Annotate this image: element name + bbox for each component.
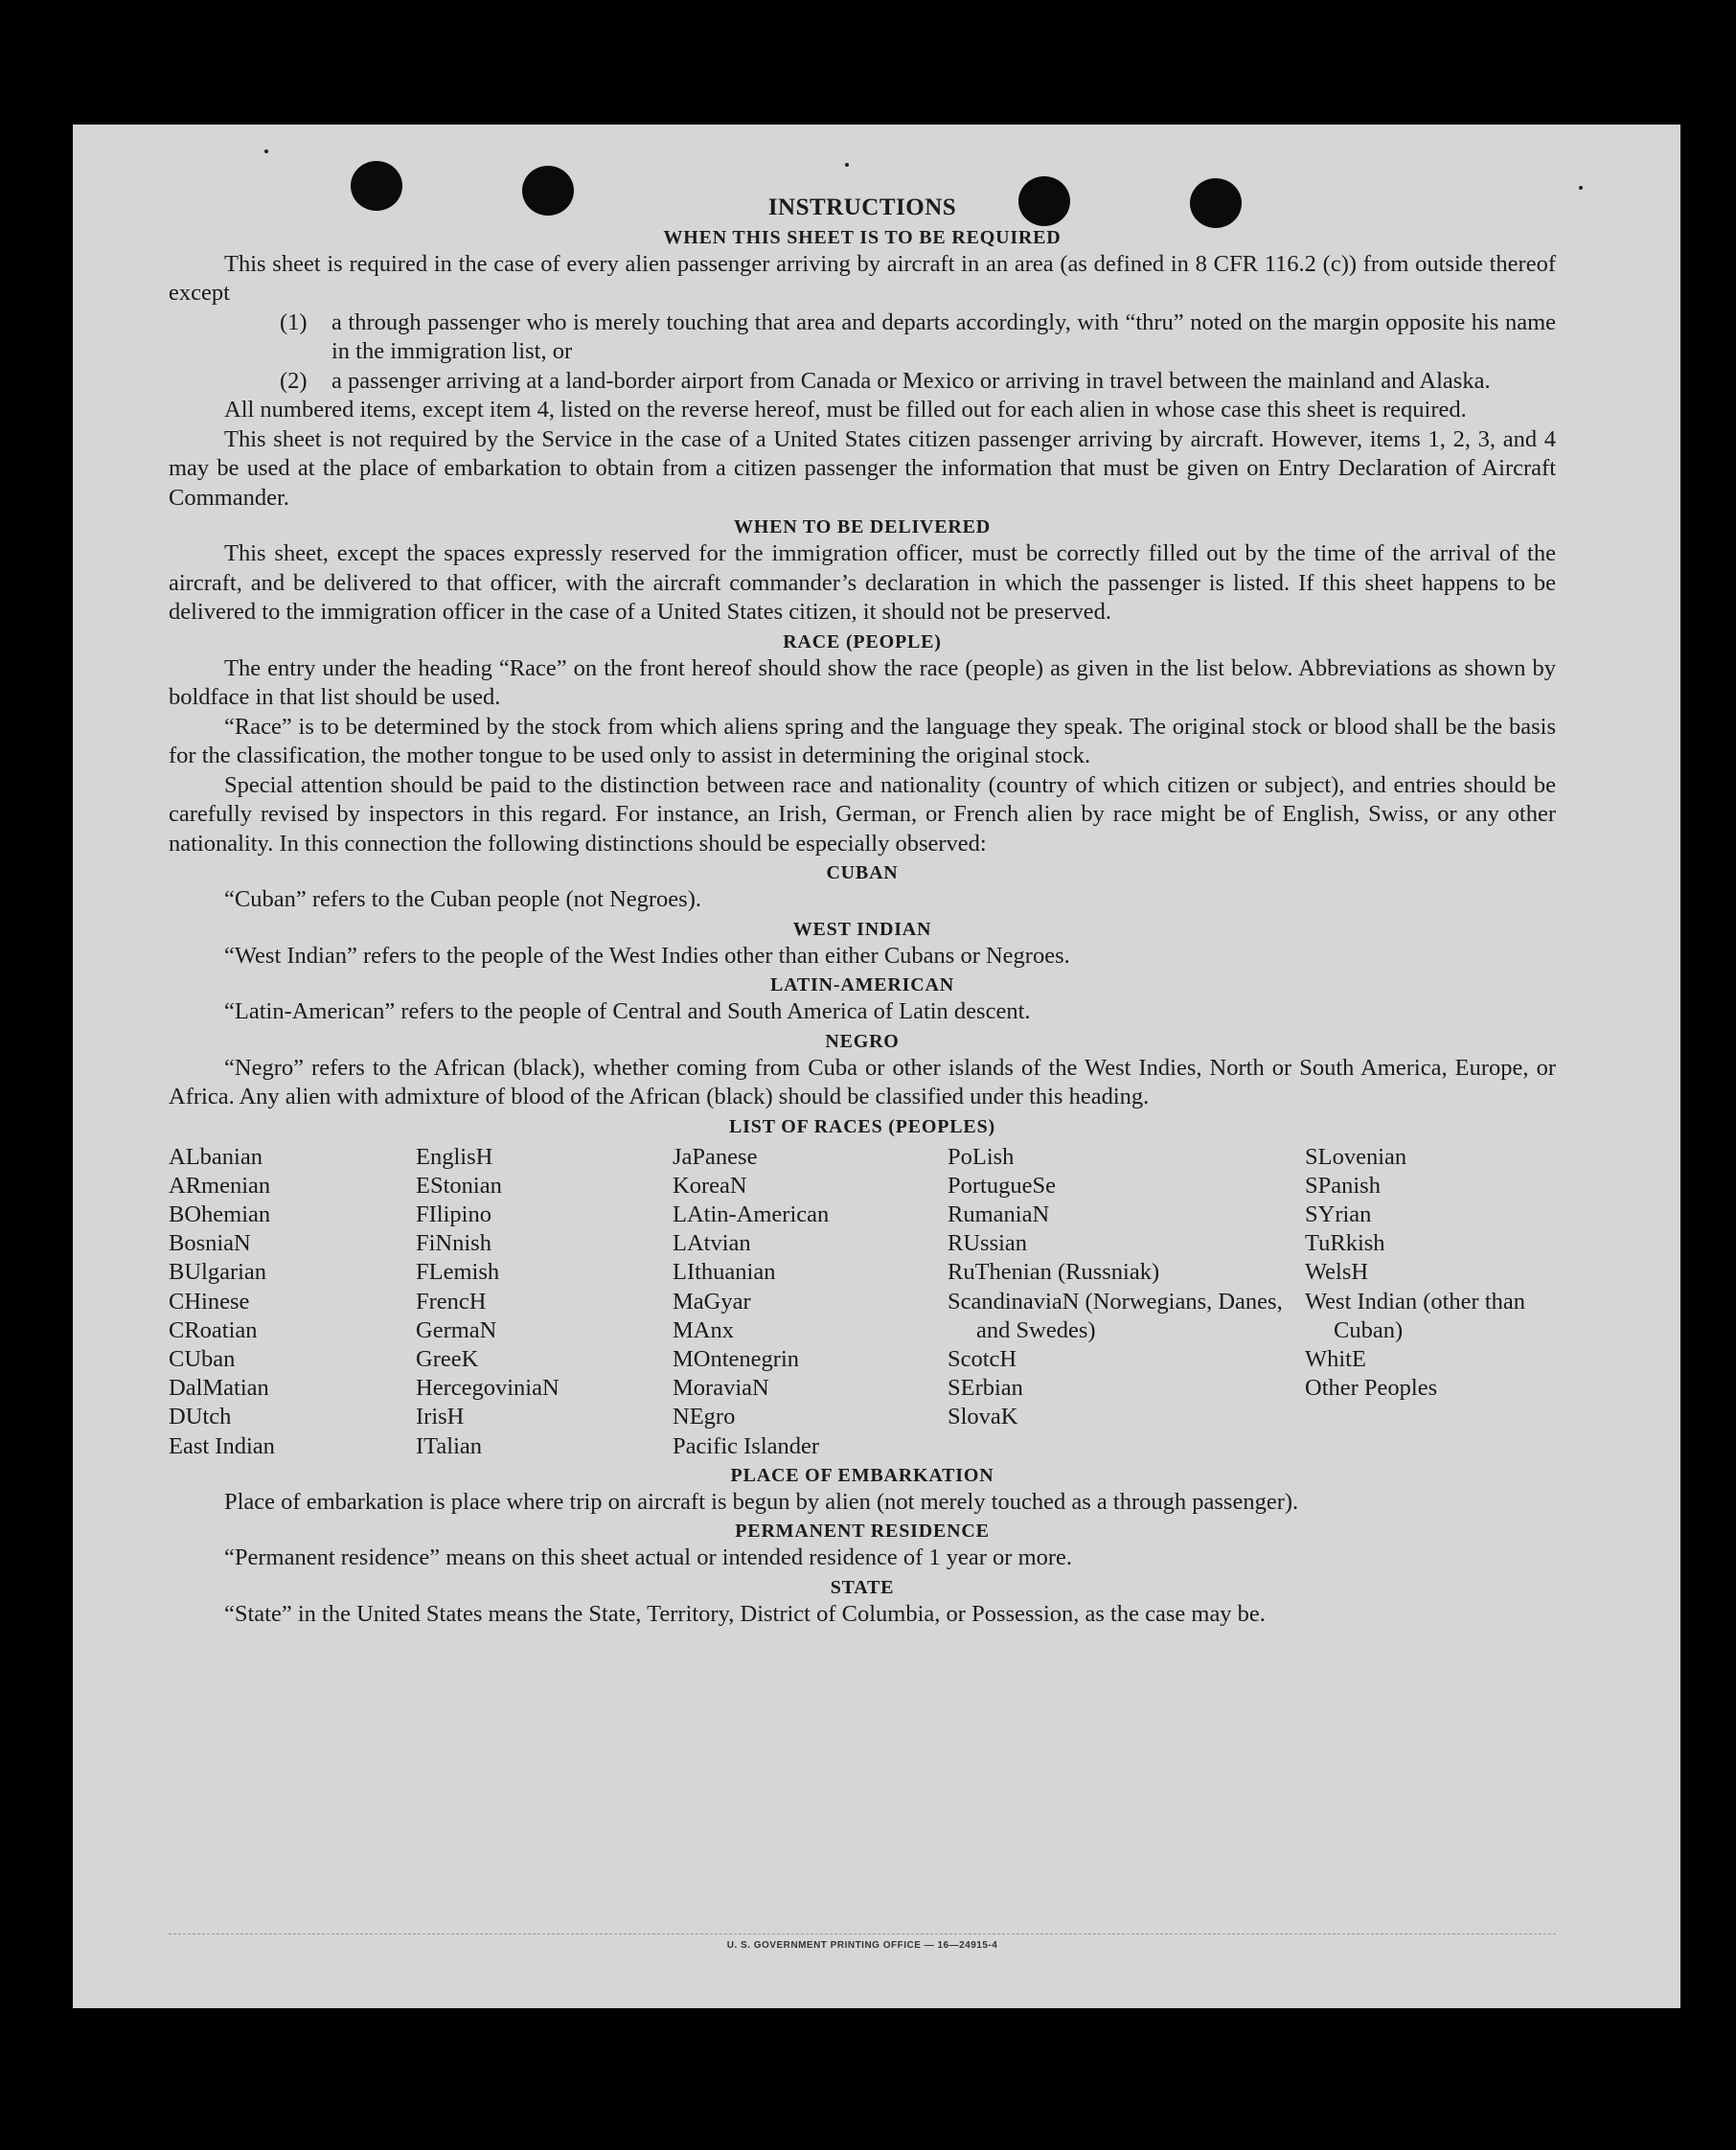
race-entry: East Indian	[169, 1432, 275, 1459]
heading-latin-american: LATIN-AMERICAN	[770, 974, 954, 995]
exception-text: a through passenger who is merely touching that area and departs accordingly, with “thru” noted on the margin opposite his name in the immigration list, or	[331, 309, 1556, 364]
race-entry: ScandinaviaN (Norwegians, Danes, and Swedes)	[948, 1288, 1283, 1343]
race-entry: GermaN	[416, 1316, 497, 1343]
instructions-content	[169, 194, 1556, 1629]
para-cuban: “Cuban” refers to the Cuban people (not Negroes).	[224, 886, 701, 912]
race-entry: CHinese	[169, 1288, 250, 1315]
race-entry: JaPanese	[673, 1143, 758, 1170]
heading-state: STATE	[830, 1576, 895, 1598]
para-race-1: The entry under the heading “Race” on the front hereof should show the race (people) as given in the list below. Abbreviations as shown by boldface in that list should be used.	[169, 654, 1556, 710]
race-entry: MOntenegrin	[673, 1345, 799, 1372]
heading-when-delivered: WHEN TO BE DELIVERED	[733, 516, 992, 538]
race-entry: PortugueSe	[948, 1172, 1056, 1199]
race-entry: BOhemian	[169, 1201, 271, 1227]
race-list	[169, 1143, 1556, 1461]
race-entry: ALbanian	[169, 1143, 263, 1170]
race-entry: PoLish	[948, 1143, 1015, 1170]
race-entry: West Indian (other than Cuban)	[1305, 1288, 1526, 1343]
race-entry: ARmenian	[169, 1172, 271, 1199]
exception-item	[280, 367, 1556, 397]
race-entry: FIlipino	[416, 1201, 491, 1227]
race-entry: SYrian	[1305, 1201, 1372, 1227]
heading-race: RACE (PEOPLE)	[783, 630, 942, 652]
race-entry: Pacific Islander	[673, 1432, 820, 1459]
race-entry: ScotcH	[948, 1345, 1017, 1372]
heading-residence: PERMANENT RESIDENCE	[735, 1521, 990, 1543]
exception-number: (2)	[280, 367, 308, 394]
race-entry: WelsH	[1305, 1259, 1369, 1286]
heading-cuban: CUBAN	[826, 862, 899, 883]
race-column	[416, 1143, 673, 1461]
race-entry: RUssian	[948, 1230, 1028, 1257]
race-entry: EnglisH	[416, 1143, 493, 1170]
para-west-indian: “West Indian” refers to the people of the West Indies other than either Cubans or Negroes.	[224, 942, 1070, 969]
para-numbered-items: All numbered items, except item 4, listed on the reverse hereof, must be filled out for each alien in whose case this sheet is required.	[224, 397, 1467, 423]
race-entry: LIthuanian	[673, 1259, 776, 1286]
race-entry: LAtvian	[673, 1230, 751, 1257]
race-entry: SPanish	[1305, 1172, 1381, 1199]
race-entry: RuThenian (Russniak)	[948, 1259, 1160, 1286]
race-entry: FrencH	[416, 1288, 487, 1315]
race-entry: HercegoviniaN	[416, 1375, 560, 1402]
para-residence: “Permanent residence” means on this sheet actual or intended residence of 1 year or more.	[224, 1544, 1073, 1571]
para-citizen: This sheet is not required by the Service in the case of a United States citizen passenger arriving by aircraft. However, items 1, 2, 3, and 4 may be used at the place of embarkation to obtain from a citizen passenger the information that must be given on Entry Declaration of Aircraft Commander.	[169, 425, 1556, 511]
race-entry: LAtin-American	[673, 1201, 830, 1227]
para-latin-american: “Latin-American” refers to the people of Central and South America of Latin descent.	[224, 998, 1031, 1024]
race-entry: NEgro	[673, 1404, 736, 1430]
heading-list-of-races: LIST OF RACES (PEOPLES)	[729, 1115, 995, 1137]
heading-embarkation: PLACE OF EMBARKATION	[730, 1464, 994, 1486]
race-column	[169, 1143, 416, 1461]
race-entry: DalMatian	[169, 1375, 269, 1402]
race-entry: WhitE	[1305, 1345, 1366, 1372]
race-entry: SErbian	[948, 1375, 1023, 1402]
para-state: “State” in the United States means the State, Territory, District of Columbia, or Possession, as the case may be.	[224, 1600, 1266, 1627]
speck	[264, 149, 268, 153]
race-entry: FiNnish	[416, 1230, 491, 1257]
race-entry: Other Peoples	[1305, 1375, 1438, 1402]
race-entry: IrisH	[416, 1404, 465, 1430]
heading-negro: NEGRO	[825, 1030, 900, 1052]
race-entry: BUlgarian	[169, 1259, 267, 1286]
race-entry: MAnx	[673, 1316, 734, 1343]
para-delivered: This sheet, except the spaces expressly reserved for the immigration officer, must be correctly filled out by the time of the arrival of the aircraft, and be delivered to that officer, with the aircraft commander’s declaration in which the passenger is listed. If this sheet happens to be delivered to the immigration officer in the case of a United States citizen, it should not be preserved.	[169, 540, 1556, 625]
race-entry: RumaniaN	[948, 1201, 1050, 1227]
race-entry: DUtch	[169, 1404, 232, 1430]
para-negro: “Negro” refers to the African (black), whether coming from Cuba or other islands of the West Indies, North or South America, Europe, or Africa. Any alien with admixture of blood of the African (black) should be classified under this heading.	[169, 1054, 1556, 1109]
race-entry: CRoatian	[169, 1316, 258, 1343]
para-race-3: Special attention should be paid to the distinction between race and nationality (country of which citizen or subject), and entries should be carefully revised by inspectors in this regard. For instance, an Irish, German, or French alien by race might be of English, Swiss, or any other nationality. In this connection the following distinctions should be especially observed:	[169, 771, 1556, 857]
race-entry: CUban	[169, 1345, 236, 1372]
race-column	[1305, 1143, 1556, 1461]
exception-text: a passenger arriving at a land-border airport from Canada or Mexico or arriving in travel between the mainland and Alaska.	[331, 367, 1491, 394]
exception-number: (1)	[280, 309, 308, 335]
heading-west-indian: WEST INDIAN	[792, 918, 932, 940]
speck	[845, 163, 849, 167]
race-entry: SLovenian	[1305, 1143, 1407, 1170]
race-entry: TuRkish	[1305, 1230, 1385, 1257]
race-column	[673, 1143, 948, 1461]
instructions-title: INSTRUCTIONS	[767, 194, 957, 220]
para-race-2: “Race” is to be determined by the stock from which aliens spring and the language they speak. The original stock or blood shall be the basis for the classification, the mother tongue to be used only to assist in determining the original stock.	[169, 713, 1556, 768]
race-entry: FLemish	[416, 1259, 500, 1286]
para-intro: This sheet is required in the case of every alien passenger arriving by aircraft in an area (as defined in 8 CFR 116.2 (c)) from outside thereof except	[169, 250, 1556, 306]
race-entry: MoraviaN	[673, 1375, 769, 1402]
para-embarkation: Place of embarkation is place where trip on aircraft is begun by alien (not merely touched as a through passenger).	[224, 1488, 1299, 1515]
race-entry: KoreaN	[673, 1172, 747, 1199]
race-entry: ITalian	[416, 1432, 483, 1459]
race-entry: MaGyar	[673, 1288, 751, 1315]
speck	[1579, 186, 1583, 190]
race-entry: GreeK	[416, 1345, 479, 1372]
document-sheet	[73, 125, 1680, 2008]
race-entry: BosniaN	[169, 1230, 251, 1257]
race-entry: SlovaK	[948, 1404, 1018, 1430]
race-entry: EStonian	[416, 1172, 502, 1199]
exception-item	[280, 309, 1556, 367]
race-column	[948, 1143, 1305, 1461]
heading-when-required: WHEN THIS SHEET IS TO BE REQUIRED	[663, 226, 1062, 248]
printing-office-footer: U. S. GOVERNMENT PRINTING OFFICE — 16—24915-4	[169, 1933, 1556, 1951]
